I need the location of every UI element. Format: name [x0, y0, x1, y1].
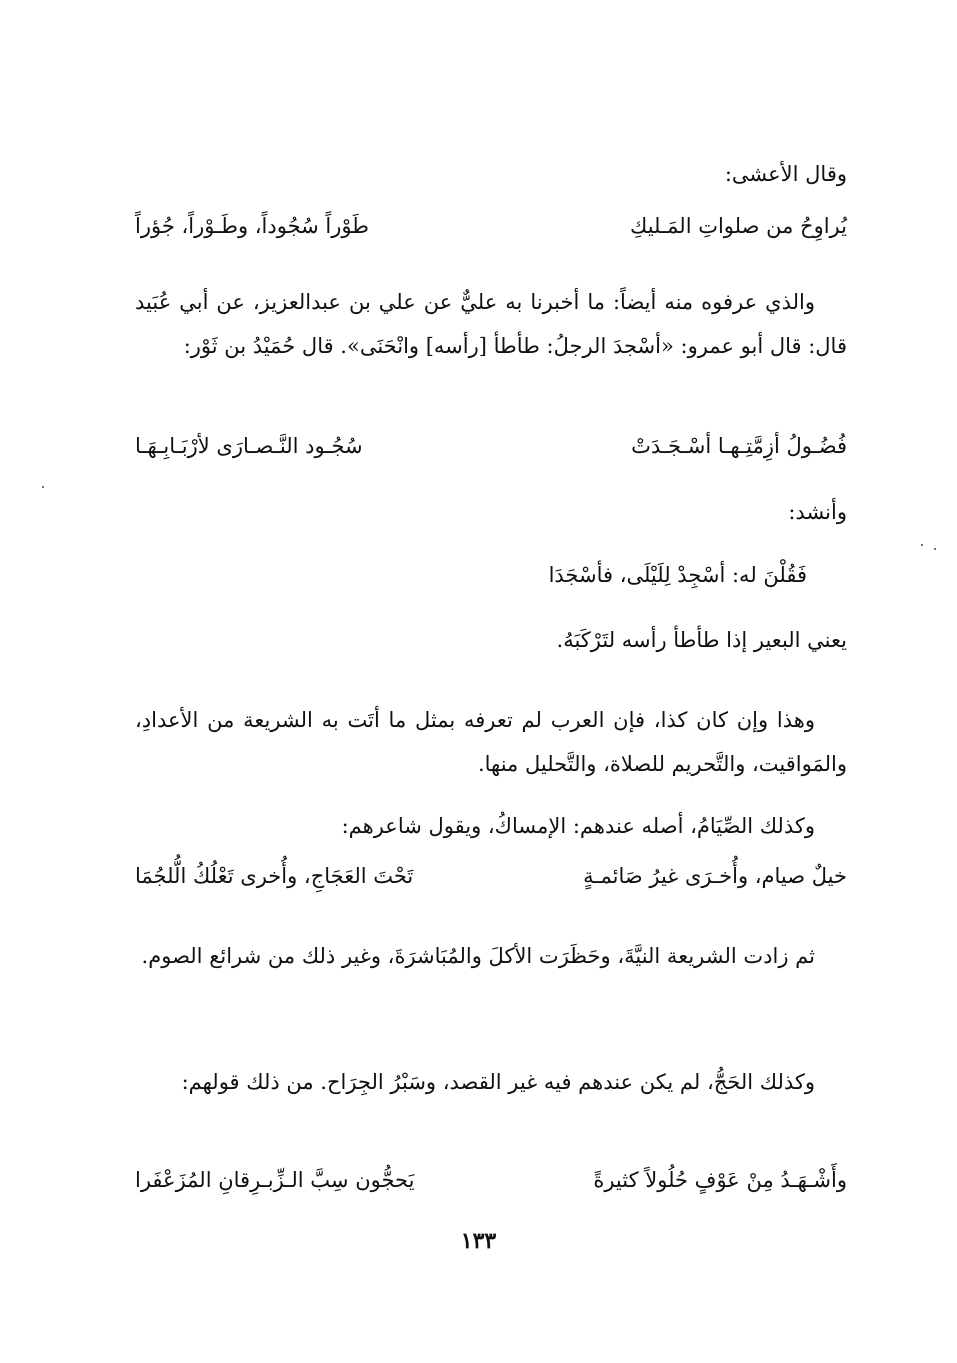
anshad-line: وأنشد:: [788, 500, 847, 524]
verse-4: [135, 1168, 847, 1208]
verse-3: [135, 864, 847, 904]
scan-speck: [934, 548, 936, 550]
explanation-line: يعني البعير إذا طأطأ رأسه لتَرْكَبَهُ.: [556, 628, 847, 652]
half-verse-text: فَقُلْنَ له: أسْجِدْ لِلَيْلَى، فأسْجَدَا: [548, 563, 807, 587]
paragraph-1: والذي عرفوه منه أيضاً: ما أخبرنا به عليٌّ عن علي بن عبدالعزيز، عن أبي عُبَيد قال: قال أبو عمرو: «أسْجدَ الرجلُ: طأطأ [رأسه] وانْحَنَى». قال حُمَيْدُ بن ثَوْر:: [135, 290, 847, 358]
intro-asha-line: وقال الأعشى:: [724, 162, 847, 186]
paragraph-2: وهذا وإن كان كذا، فإن العرب لم تعرفه بمثل ما أتَت به الشريعة من الأعدادِ، والمَواقيت، والتَّحريم للصلاة، والتَّحليل منها.: [135, 708, 847, 776]
verse-1-second-hemistich: طَوْراً سُجُوداً، وطَـوْراً، جُؤراً: [135, 214, 369, 238]
verse-4-first-hemistich: وأَشْـهَـدُ مِنْ عَوْفٍ حُلُولاً كثيرةً: [593, 1168, 847, 1192]
paragraph-4: ثم زادت الشريعة النيَّةَ، وحَظَرَت الأكلَ والمُبَاشرَةَ، وغير ذلك من شرائع الصوم.: [141, 944, 815, 968]
half-verse-line: [135, 553, 847, 597]
verse-3-second-hemistich: تَحْتَ العَجَاجِ، وأُخرى تَعْلُكُ الُّلجُمَا: [135, 864, 414, 888]
verse-2-second-hemistich: سُجُـود النَّـصـارَى لأرْبَـابِـهَـا: [135, 434, 363, 458]
page-number: ١٣٣: [460, 1228, 497, 1254]
verse-3-first-hemistich: خيلٌ صيام، وأُخـرَى غيرُ صَائمـةٍ: [583, 864, 847, 888]
scan-speck: [921, 544, 923, 546]
verse-1-first-hemistich: يُراوِحُ من صلواتِ المَـليكِ: [630, 214, 847, 238]
paragraph-3: وكذلك الصِّيَامُ، أصله عندهم: الإمساكُ، ويقول شاعرهم:: [341, 814, 815, 838]
verse-2-first-hemistich: فُضُـولُ أزِمَّتِـهـا أسْـجَـدَتْ: [631, 434, 847, 458]
scan-speck: [42, 486, 44, 488]
verse-4-second-hemistich: يَحجُّون سِبَّ الـزِّبـرِقانِ المُزَعْفَرا: [135, 1168, 415, 1192]
verse-1: [135, 214, 847, 254]
paragraph-5: وكذلك الحَجُّ، لم يكن عندهم فيه غير القصد، وسَبْرُ الجِرَاح. من ذلك قولهم:: [181, 1070, 815, 1094]
verse-2: [135, 434, 847, 474]
